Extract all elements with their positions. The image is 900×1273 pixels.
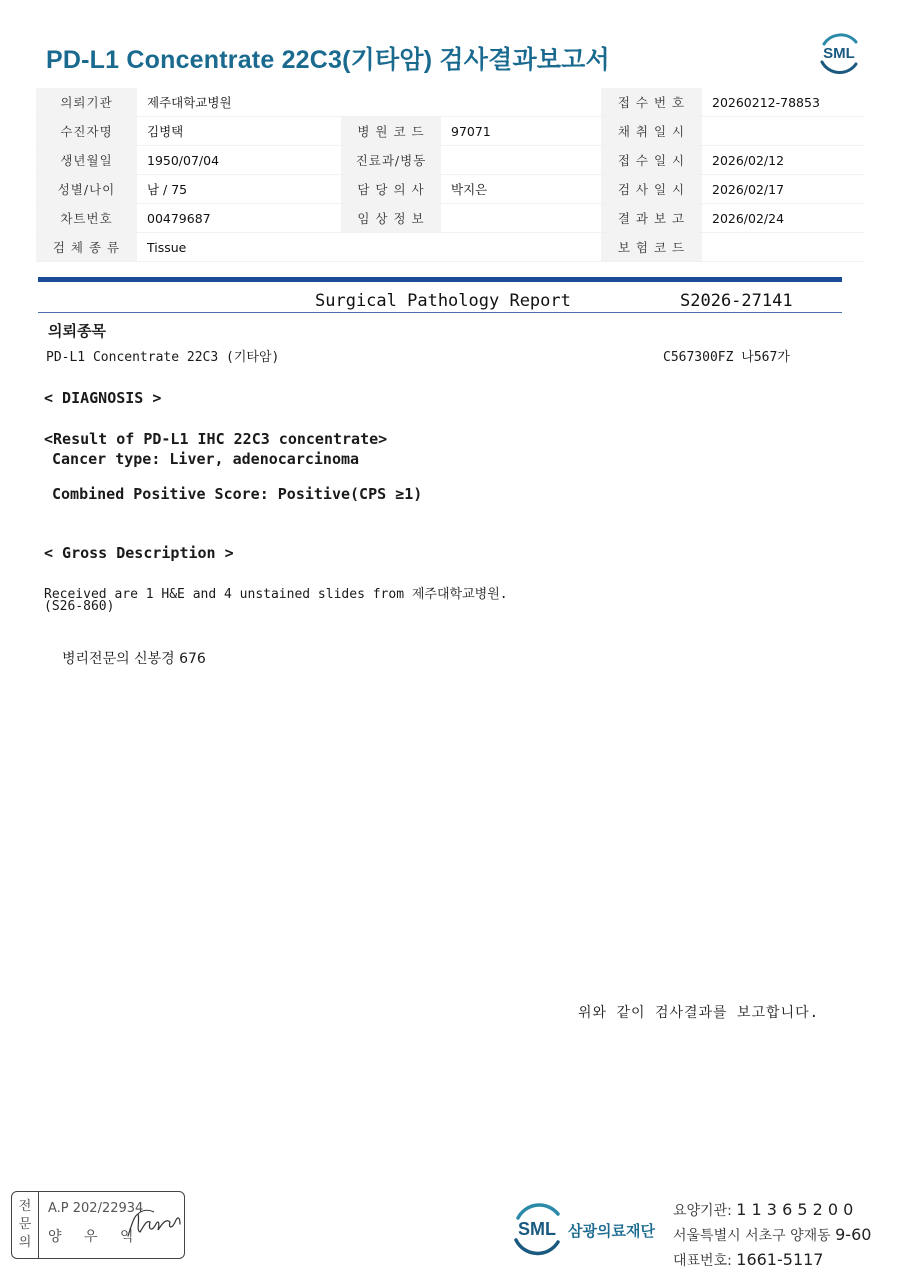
info-row: [36, 88, 864, 117]
info-value: [702, 117, 864, 146]
report-number: S2026-27141: [680, 291, 793, 311]
info-row: [36, 146, 864, 175]
stamp-name: 양 우 익: [48, 1229, 143, 1245]
header-rule: [38, 277, 842, 282]
logo-text: SML: [823, 45, 855, 62]
info-value: 00479687: [137, 204, 341, 233]
info-value: 2026/02/12: [702, 146, 864, 175]
info-value: 1950/07/04: [137, 146, 341, 175]
institution-code: 1 1 3 6 5 2 0 0: [736, 1200, 854, 1219]
info-label: 임 상 정 보: [341, 204, 441, 233]
phone-label: 대표번호:: [673, 1253, 737, 1269]
footer-line-institution: [673, 1198, 871, 1223]
info-label: 차트번호: [36, 204, 137, 233]
info-label: 담 당 의 사: [341, 175, 441, 204]
info-value: [441, 88, 601, 117]
closing-statement: 위와 같이 검사결과를 보고합니다.: [578, 1005, 820, 1021]
stamp-ap-number: A.P 202/22934: [48, 1201, 144, 1216]
info-value: [441, 204, 601, 233]
info-value: 김병택: [137, 117, 341, 146]
footer-line-phone: [673, 1248, 871, 1273]
info-label: 결 과 보 고: [601, 204, 702, 233]
stamp-char: 문: [18, 1217, 32, 1232]
info-label: 병 원 코 드: [341, 117, 441, 146]
info-value: 제주대학교병원: [137, 88, 341, 117]
info-label: [341, 88, 441, 117]
info-value: 97071: [441, 117, 601, 146]
info-label: 생년월일: [36, 146, 137, 175]
info-label: 검 체 종 류: [36, 233, 137, 262]
stamp-side-label: [12, 1192, 39, 1258]
pathologist-line: 병리전문의 신봉경 676: [62, 651, 206, 667]
info-label: 진료과/병동: [341, 146, 441, 175]
info-value: 2026/02/24: [702, 204, 864, 233]
phone-number: 1661-5117: [736, 1250, 824, 1269]
foundation-logo-icon: [510, 1200, 564, 1256]
cps-result: Combined Positive Score: Positive(CPS ≥1): [52, 485, 423, 503]
info-value: 박지은: [441, 175, 601, 204]
info-value: Tissue: [137, 233, 341, 262]
info-row: [36, 117, 864, 146]
info-row: [36, 175, 864, 204]
info-label: 접 수 일 시: [601, 146, 702, 175]
info-row: [36, 204, 864, 233]
cancer-type: Cancer type: Liver, adenocarcinoma: [52, 450, 360, 468]
footer-contact: [673, 1198, 871, 1273]
result-title: <Result of PD-L1 IHC 22C3 concentrate>: [44, 430, 388, 448]
request-label: 의뢰종목: [48, 322, 106, 340]
title-rule: [38, 312, 842, 313]
info-label: 의뢰기관: [36, 88, 137, 117]
request-test: PD-L1 Concentrate 22C3 (기타암): [46, 350, 280, 365]
report-type-title: Surgical Pathology Report: [315, 291, 571, 311]
patient-info-table: [36, 88, 864, 262]
foundation-name: 삼광의료재단: [568, 1222, 655, 1240]
info-label: 보 험 코 드: [601, 233, 702, 262]
signature-icon: [124, 1206, 184, 1246]
pathologist-stamp: [11, 1191, 185, 1259]
request-code: C567300FZ 나567가: [663, 350, 790, 365]
info-label: 검 사 일 시: [601, 175, 702, 204]
gross-description-line-2: (S26-860): [44, 599, 115, 614]
report-title: PD-L1 Concentrate 22C3(기타암) 검사결과보고서: [46, 46, 610, 74]
address-label: 서울특별시 서초구 양재동: [673, 1228, 836, 1244]
info-value: [441, 233, 601, 262]
info-value: 20260212-78853: [702, 88, 864, 117]
info-label: 수진자명: [36, 117, 137, 146]
info-label: 성별/나이: [36, 175, 137, 204]
sml-logo-icon: [816, 30, 862, 76]
info-value: [702, 233, 864, 262]
diagnosis-heading: < DIAGNOSIS >: [44, 389, 162, 407]
info-label: [341, 233, 441, 262]
info-label: 채 취 일 시: [601, 117, 702, 146]
footer-line-address: [673, 1223, 871, 1248]
footer-logo-text: SML: [518, 1219, 556, 1239]
info-value: [441, 146, 601, 175]
institution-label: 요양기관:: [673, 1203, 737, 1219]
info-label: 접 수 번 호: [601, 88, 702, 117]
info-value: 남 / 75: [137, 175, 341, 204]
gross-description-line-1: Received are 1 H&E and 4 unstained slides from 제주대학교병원.: [44, 587, 508, 602]
stamp-char: 의: [18, 1235, 32, 1250]
address-number: 9-60: [835, 1225, 872, 1244]
gross-heading: < Gross Description >: [44, 544, 234, 562]
stamp-char: 전: [18, 1199, 32, 1214]
info-value: 2026/02/17: [702, 175, 864, 204]
info-row: [36, 233, 864, 262]
